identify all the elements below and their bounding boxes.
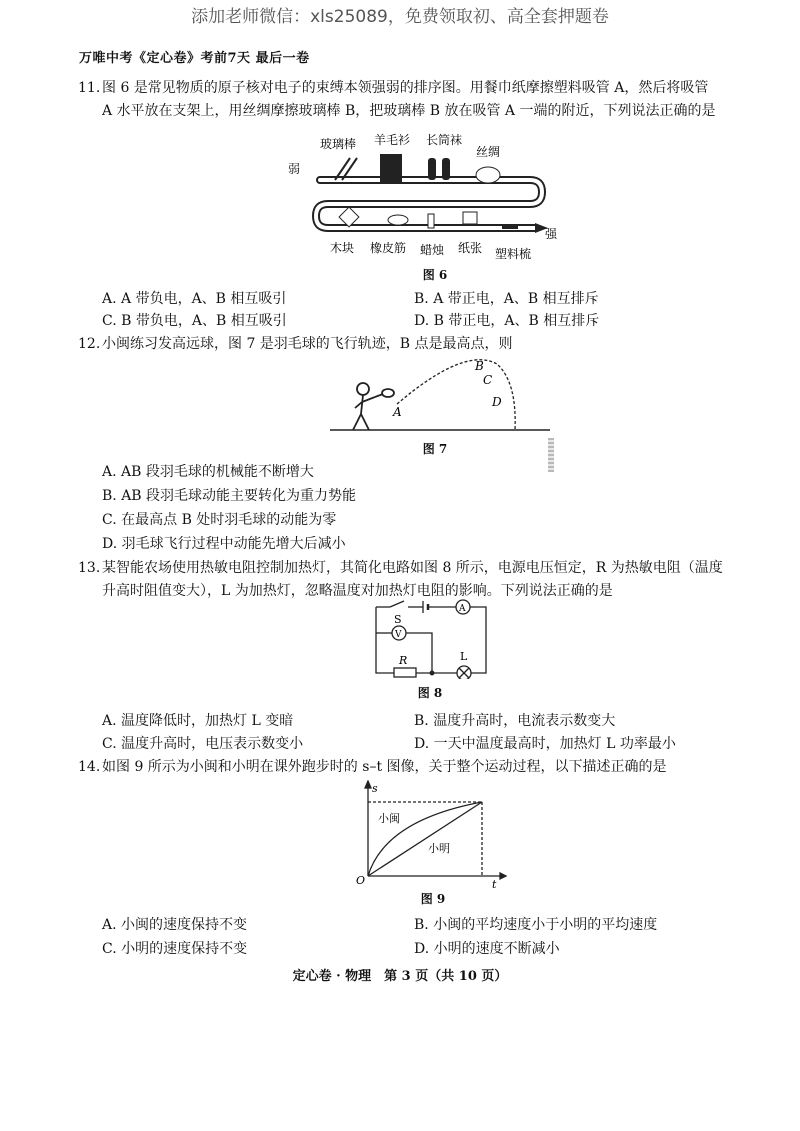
circuit-label: V — [395, 630, 402, 640]
point-label: C — [483, 373, 493, 387]
question-number: 11. — [78, 80, 101, 96]
sweater-icon — [380, 154, 402, 182]
question-text-line1: 某智能农场使用热敏电阻控制加热灯，其简化电路如图 8 所示，电源电压恒定，R 为热敏电阻（温度 — [102, 560, 723, 576]
option-a[interactable]: A. AB 段羽毛球的机械能不断增大 — [102, 464, 314, 480]
candle-icon — [428, 214, 434, 228]
top-item-label: 玻璃棒 — [320, 137, 357, 151]
page-footer: 定心卷 · 物理 第 3 页（共 10 页） — [292, 969, 508, 984]
question-number: 13. — [78, 560, 101, 576]
circuit-label: A — [459, 604, 466, 614]
thermistor-icon — [394, 668, 416, 677]
figure-7-diagram — [325, 352, 555, 437]
circuit-label: L — [460, 650, 468, 663]
paper-icon — [463, 212, 477, 224]
player-icon — [353, 383, 394, 430]
silk-icon — [476, 167, 500, 183]
option-d[interactable]: D. 小明的速度不断减小 — [414, 941, 560, 957]
option-d[interactable]: D. 羽毛球飞行过程中动能先增大后减小 — [102, 536, 346, 552]
figure-6-diagram — [280, 128, 580, 268]
option-c[interactable]: C. 在最高点 B 处时羽毛球的动能为零 — [102, 512, 337, 528]
figure-8-circuit — [368, 597, 493, 679]
option-a[interactable]: A. 温度降低时，加热灯 L 变暗 — [102, 713, 294, 729]
figure-caption: 图 8 — [417, 686, 443, 700]
question-text-line2: 升高时阻值变大），L 为加热灯，忽略温度对加热灯电阻的影响。下列说法正确的是 — [102, 583, 613, 599]
arrow-up-icon — [365, 781, 371, 788]
question-text-line2: A 水平放在支架上，用丝绸摩擦玻璃棒 B，把玻璃棒 B 放在吸管 A 一端的附近，下列说法正确的是 — [102, 103, 716, 119]
strong-label: 强 — [545, 227, 558, 241]
bottom-item-label: 橡皮筋 — [370, 241, 407, 255]
paper-header: 万唯中考《定心卷》考前7天 最后一卷 — [79, 51, 310, 66]
bottom-item-label: 纸张 — [458, 241, 483, 255]
option-a[interactable]: A. A 带负电，A、B 相互吸引 — [102, 291, 287, 307]
question-text-line1: 图 6 是常见物质的原子核对电子的束缚本领强弱的排序图。用餐巾纸摩擦塑料吸管 A，然后将吸管 — [102, 80, 709, 96]
origin-label: O — [356, 874, 366, 887]
figure-caption: 图 6 — [422, 268, 448, 282]
bottom-item-label: 蜡烛 — [420, 243, 445, 257]
circuit-wire — [376, 607, 486, 673]
bottom-item-label: 塑料梳 — [495, 247, 532, 261]
figure-9-graph — [350, 780, 510, 890]
option-c[interactable]: C. 温度升高时，电压表示数变小 — [102, 736, 304, 752]
rubber-band-icon — [388, 215, 408, 225]
point-label: D — [492, 395, 502, 409]
option-b[interactable]: B. A 带正电，A、B 相互排斥 — [414, 291, 599, 307]
question-number: 12. — [78, 336, 101, 352]
wood-block-icon — [339, 207, 359, 227]
question-14 — [78, 756, 784, 779]
option-d[interactable]: D. B 带正电，A、B 相互排斥 — [414, 313, 600, 329]
option-b[interactable]: B. 温度升高时，电流表示数变大 — [414, 713, 616, 729]
top-item-label: 羊毛衫 — [374, 133, 411, 147]
bottom-item-label: 木块 — [330, 241, 355, 255]
watermark-text: 添加老师微信：xls25089，免费领取初、高全套押题卷 — [191, 7, 609, 27]
option-c[interactable]: C. 小明的速度保持不变 — [102, 941, 248, 957]
circuit-label: R — [399, 654, 408, 667]
question-text-line1: 小闽练习发高远球，图 7 是羽毛球的飞行轨迹，B 点是最高点，则 — [102, 336, 513, 352]
point-label: A — [393, 405, 402, 419]
question-11 — [78, 77, 778, 123]
scan-artifact — [548, 438, 554, 472]
option-a[interactable]: A. 小闽的速度保持不变 — [102, 917, 248, 933]
circuit-label: S — [394, 613, 402, 626]
top-item-label: 长筒袜 — [426, 133, 463, 147]
series-label: 小闽 — [378, 812, 400, 825]
option-b[interactable]: B. 小闽的平均速度小于小明的平均速度 — [414, 917, 658, 933]
option-d[interactable]: D. 一天中温度最高时，加热灯 L 功率最小 — [414, 736, 676, 752]
axis-label: t — [492, 878, 497, 890]
option-c[interactable]: C. B 带负电，A、B 相互吸引 — [102, 313, 287, 329]
plastic-comb-icon — [502, 224, 518, 229]
axis-label: s — [372, 782, 378, 795]
arrow-right-icon — [500, 873, 506, 879]
switch-blade — [390, 601, 404, 607]
series-label: 小明 — [428, 842, 450, 855]
question-number: 14. — [78, 759, 101, 775]
figure-caption: 图 9 — [420, 892, 446, 906]
option-b[interactable]: B. AB 段羽毛球动能主要转化为重力势能 — [102, 488, 357, 504]
question-text-line1: 如图 9 所示为小闽和小明在课外跑步时的 s–t 图像，关于整个运动过程，以下描述正确的是 — [102, 759, 667, 775]
figure-caption: 图 7 — [422, 442, 448, 456]
weak-label: 弱 — [288, 162, 301, 176]
point-label: B — [475, 359, 484, 373]
top-item-label: 丝绸 — [476, 145, 501, 159]
